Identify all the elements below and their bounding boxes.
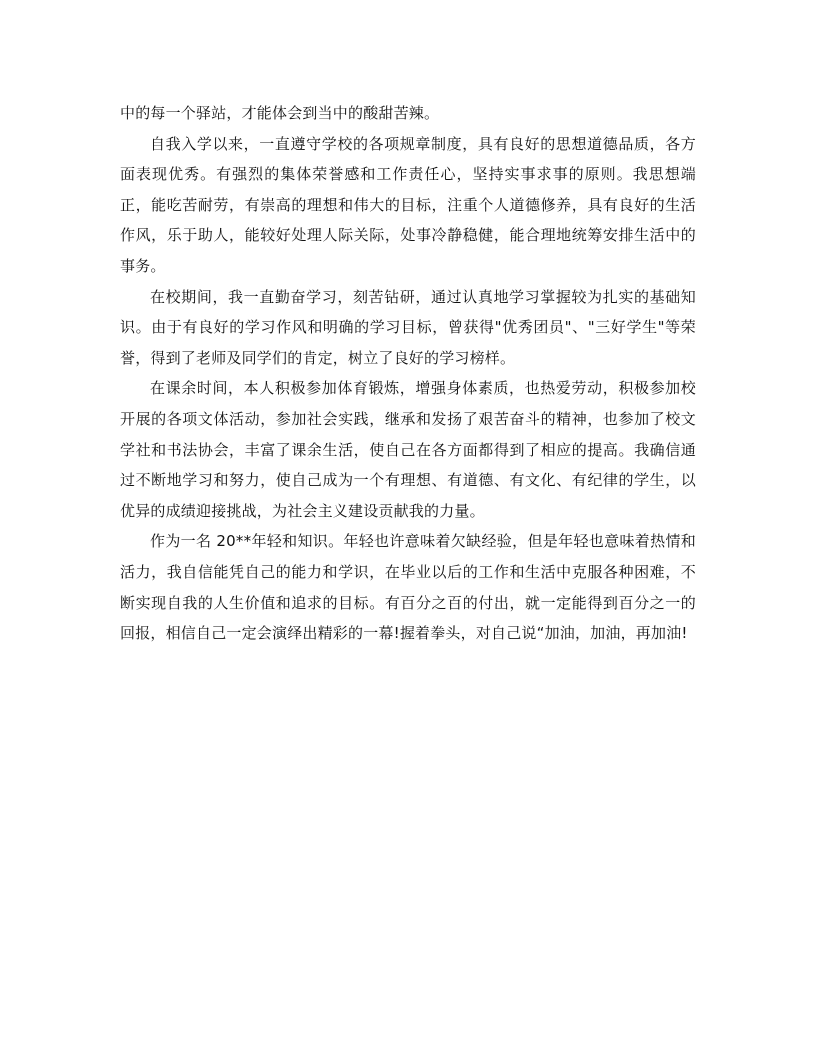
paragraph-outlook: 作为一名 20**年轻和知识。年轻也许意味着欠缺经验，但是年轻也意味着热情和活力，我自信能凭自己的能力和学识，在毕业以后的工作和生活中克服各种困难，不断实现自我的人生价值和追求的目标。有百分之百的付出，就一定能得到百分之一的回报，相信自己一定会演绎出精彩的一幕!握着拳头，对自己说“加油，加油，再加油! [120, 532, 696, 643]
document-body [120, 98, 696, 649]
paragraph-activities: 在课余时间，本人积极参加体育锻炼，增强身体素质，也热爱劳动，积极参加校开展的各项文体活动，参加社会实践，继承和发扬了艰苦奋斗的精神，也参加了校文学社和书法协会，丰富了课余生活，使自己在各方面都得到了相应的提高。我确信通过不断地学习和努力，使自己成为一个有理想、有道德、有文化、有纪律的学生，以优异的成绩迎接挑战，为社会主义建设贡献我的力量。 [120, 379, 696, 520]
paragraph-continuation: 中的每一个驿站，才能体会到当中的酸甜苦辣。 [120, 104, 440, 122]
paragraph-study: 在校期间，我一直勤奋学习，刻苦钻研，通过认真地学习掌握较为扎实的基础知识。由于有良好的学习作风和明确的学习目标，曾获得"优秀团员"、"三好学生"等荣誉，得到了老师及同学们的肯定，树立了良好的学习榜样。 [120, 287, 696, 367]
paragraph-conduct: 自我入学以来，一直遵守学校的各项规章制度，具有良好的思想道德品质，各方面表现优秀。有强烈的集体荣誉感和工作责任心，坚持实事求事的原则。我思想端正，能吃苦耐劳，有崇高的理想和伟大的目标，注重个人道德修养，具有良好的生活作风，乐于助人，能较好处理人际关际，处事冷静稳健，能合理地统筹安排生活中的事务。 [120, 134, 696, 275]
